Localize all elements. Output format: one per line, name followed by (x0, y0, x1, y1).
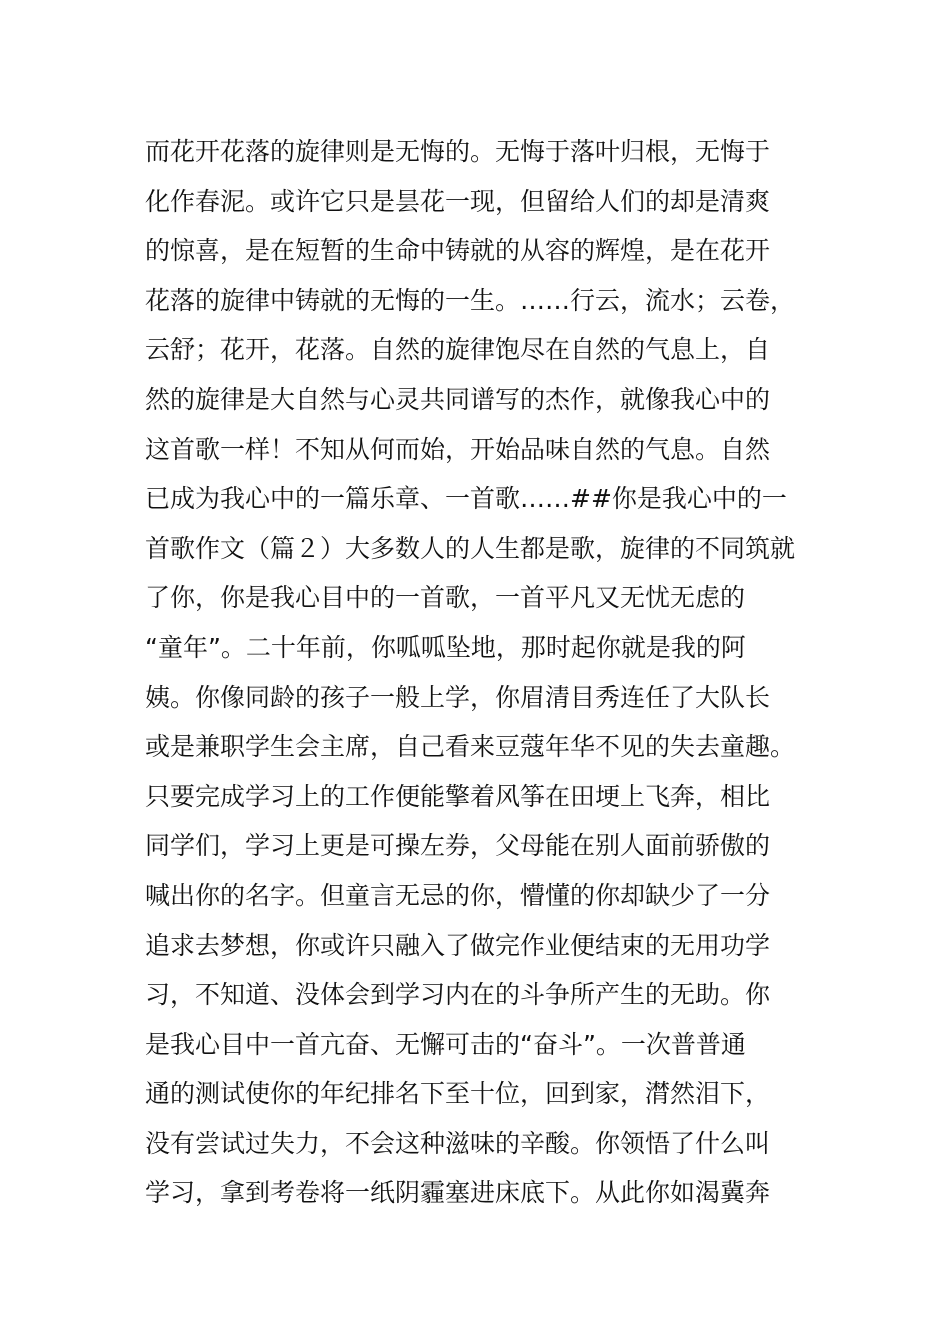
text-line: 只要完成学习上的工作便能擎着风筝在田埂上飞奔，相比 (145, 781, 771, 811)
text-line: 而花开花落的旋律则是无悔的。无悔于落叶归根，无悔于 (145, 137, 771, 166)
text-line: 了你，你是我心目中的一首歌，一首平凡又无忧无虑的 (145, 583, 746, 613)
text-line: 同学们，学习上更是可操左券，父母能在别人面前骄傲的 (145, 831, 771, 861)
text-line: 的惊喜，是在短暂的生命中铸就的从容的辉煌，是在花开 (145, 236, 771, 266)
text-line: 花落的旋律中铸就的无悔的一生。……行云，流水；云卷， (145, 285, 796, 315)
text-line: 没有尝试过失力，不会这种滋味的辛酸。你领悟了什么叫 (145, 1128, 771, 1158)
text-line: 追求去梦想，你或许只融入了做完作业便结束的无用功学 (145, 930, 771, 960)
text-line: 这首歌一样！不知从何而始，开始品味自然的气息。自然 (145, 434, 771, 464)
text-line: 姨。你像同龄的孩子一般上学，你眉清目秀连任了大队长 (145, 682, 771, 712)
body-text (145, 127, 825, 1218)
text-line: 通的测试使你的年纪排名下至十位，回到家，潸然泪下， (145, 1079, 771, 1109)
text-line: “童年”。二十年前，你呱呱坠地，那时起你就是我的阿 (145, 632, 746, 662)
text-line: 首歌作文（篇２）大多数人的人生都是歌，旋律的不同筑就 (145, 533, 796, 563)
text-line: 是我心目中一首亢奋、无懈可击的“奋斗”。一次普普通 (145, 1029, 746, 1059)
text-line: 化作春泥。或许它只是昙花一现，但留给人们的却是清爽 (145, 186, 771, 216)
text-line: 喊出你的名字。但童言无忌的你，懵懂的你却缺少了一分 (145, 880, 771, 910)
text-line: 然的旋律是大自然与心灵共同谱写的杰作，就像我心中的 (145, 384, 771, 414)
text-line: 学习，拿到考卷将一纸阴霾塞进床底下。从此你如渴冀奔 (145, 1178, 771, 1208)
text-line: 已成为我心中的一篇乐章、一首歌……##你是我心中的一 (145, 484, 787, 514)
text-line: 习，不知道、没体会到学习内在的斗争所产生的无助。你 (145, 980, 771, 1010)
text-line: 云舒；花开，花落。自然的旋律饱尽在自然的气息上，自 (145, 335, 771, 365)
text-line: 或是兼职学生会主席，自己看来豆蔻年华不见的失去童趣。 (145, 732, 796, 762)
